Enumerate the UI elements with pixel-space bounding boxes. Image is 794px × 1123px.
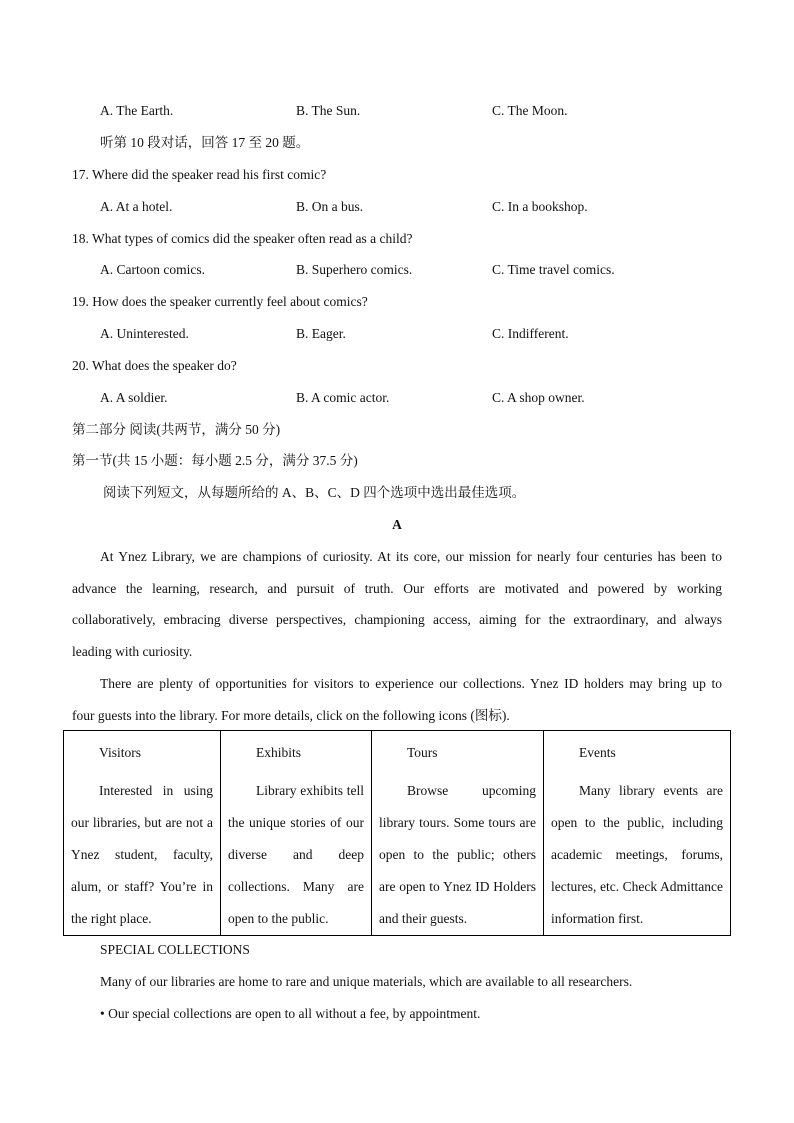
- question-19-stem: 19. How does the speaker currently feel about comics?: [72, 294, 368, 309]
- visitors-body: Interested in using our libraries, but are not a Ynez student, faculty, alum, or staff? You’re in the right place.: [71, 783, 213, 926]
- para1-line-4: leading with curiosity.: [72, 644, 193, 659]
- question-20-stem: 20. What does the speaker do?: [72, 358, 237, 373]
- q17-option-c: C. In a bookshop.: [492, 199, 588, 214]
- dialogue-10-instruction: 听第 10 段对话，回答 17 至 20 题。: [100, 135, 310, 150]
- passage-label: A: [392, 517, 402, 532]
- question-18-stem: 18. What types of comics did the speaker often read as a child?: [72, 231, 413, 246]
- exhibits-cell[interactable]: [221, 731, 372, 936]
- library-info-table: [63, 730, 731, 936]
- reading-instruction: 阅读下列短文，从每题所给的 A、B、C、D 四个选项中选出最佳选项。: [103, 485, 526, 500]
- part2-title: 第二部分 阅读(共两节，满分 50 分): [72, 422, 281, 437]
- para1-line-1: At Ynez Library, we are champions of curiosity. At its core, our mission for nearly four centuries has been to: [100, 549, 722, 564]
- q20-option-b: B. A comic actor.: [296, 390, 390, 405]
- visitors-cell[interactable]: [64, 731, 221, 936]
- para1-line-2: advance the learning, research, and pursuit of truth. Our efforts are motivated and powered by working: [72, 581, 722, 596]
- q17-option-b: B. On a bus.: [296, 199, 364, 214]
- q19-option-b: B. Eager.: [296, 326, 346, 341]
- q20-option-a: A. A soldier.: [100, 390, 168, 405]
- q20-option-c: C. A shop owner.: [492, 390, 585, 405]
- q18-option-a: A. Cartoon comics.: [100, 262, 205, 277]
- visitors-title: Visitors: [99, 745, 141, 760]
- tours-title: Tours: [407, 745, 438, 760]
- special-collections-para: Many of our libraries are home to rare and unique materials, which are available to all researchers.: [100, 974, 633, 989]
- q16-option-a: A. The Earth.: [100, 103, 174, 118]
- q16-option-c: C. The Moon.: [492, 103, 568, 118]
- q19-option-c: C. Indifferent.: [492, 326, 569, 341]
- exhibits-title: Exhibits: [256, 745, 302, 760]
- q17-option-a: A. At a hotel.: [100, 199, 173, 214]
- q16-option-b: B. The Sun.: [296, 103, 361, 118]
- q18-option-c: C. Time travel comics.: [492, 262, 615, 277]
- question-17-stem: 17. Where did the speaker read his first comic?: [72, 167, 327, 182]
- events-title: Events: [579, 745, 616, 760]
- tours-body: Browse upcoming library tours. Some tours are open to the public; others are open to Ynez ID Holders and their guests.: [379, 783, 536, 926]
- para2-line-2: four guests into the library. For more details, click on the following icons (图标).: [72, 708, 510, 723]
- events-body: Many library events are open to the public, including academic meetings, forums, lectures, etc. Check Admittance information first.: [551, 783, 723, 926]
- exhibits-body: Library exhibits tell the unique stories of our diverse and deep collections. Many are open to the public.: [228, 783, 364, 926]
- events-cell[interactable]: [544, 731, 731, 936]
- para2-line-1: There are plenty of opportunities for visitors to experience our collections. Ynez ID holders may bring up to: [100, 676, 722, 691]
- special-collections-title: SPECIAL COLLECTIONS: [100, 942, 250, 957]
- q19-option-a: A. Uninterested.: [100, 326, 189, 341]
- section1-title: 第一节(共 15 小题：每小题 2.5 分，满分 37.5 分): [72, 453, 358, 468]
- tours-cell[interactable]: [372, 731, 544, 936]
- q18-option-b: B. Superhero comics.: [296, 262, 413, 277]
- para1-line-3: collaboratively, embracing diverse perspectives, championing access, aiming for the extraordinary, and always: [72, 612, 722, 627]
- special-collections-bullet-1: • Our special collections are open to all without a fee, by appointment.: [100, 1006, 481, 1021]
